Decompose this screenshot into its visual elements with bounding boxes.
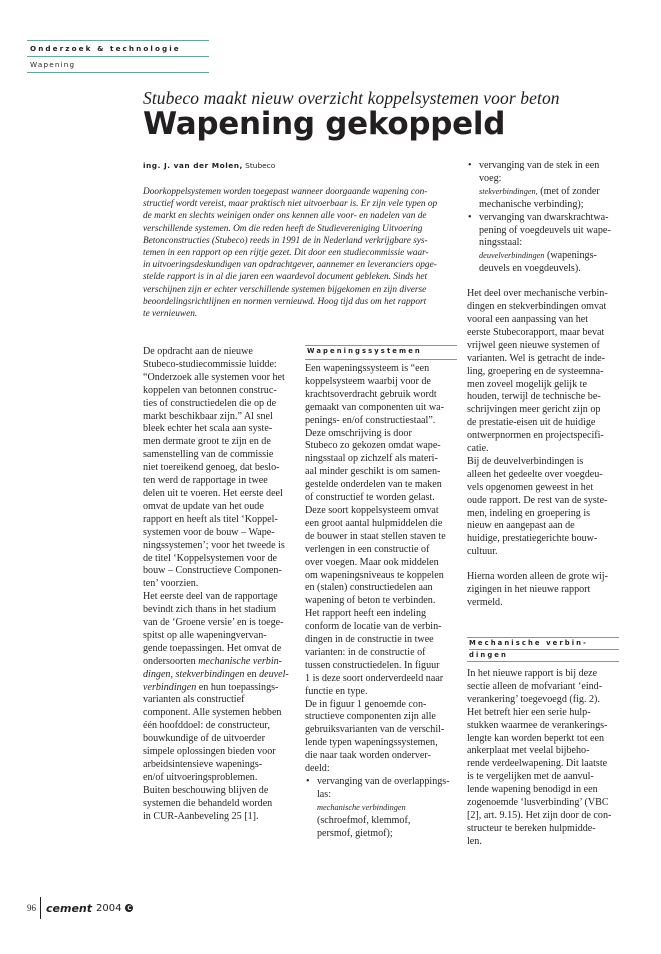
text-line: over voegen. Maar ook middelen: [305, 556, 439, 568]
bullet-line: pening of voegdeuvels uit wape-: [479, 224, 611, 236]
text-line: lende wapening benodigd in een: [467, 784, 598, 796]
magazine-year: 2004: [96, 902, 122, 914]
text-line: of constructief te worden gelast.: [305, 492, 435, 504]
text-line: Een wapeningssysteem is “een: [305, 363, 430, 374]
text-line: Hierna worden alleen de grote wij-: [467, 571, 608, 583]
text-line: koppelen van betonnen construc-: [143, 384, 277, 396]
lead-paragraph: [143, 186, 455, 320]
lead-line: in uitvoeringsdeskundigen van opdrachtgever, aannemer en leveranciers opge-: [143, 260, 437, 271]
text-line: men, indeling en groepering is: [467, 507, 591, 519]
bullet-line: mechanische verbinding);: [479, 198, 584, 210]
text-line: sectie alleen de mofvariant ‘eind-: [467, 680, 603, 692]
text-line: functie en type.: [305, 685, 368, 697]
lead-line: beoordelingsrichtlijnen en normen vernieuwd. Hoog tijd dus om het rapport: [143, 296, 427, 307]
text-line: [2], art. 9.15). Het zijn door de con-: [467, 809, 612, 821]
text-line: rende verdeelwapening. Dit laatste: [467, 758, 608, 770]
text-line: varianten: in de constructie of: [305, 646, 426, 658]
column-2: [305, 363, 457, 841]
bullet-term: deuvelverbindingen: [479, 251, 545, 261]
text-line: een groot aantal hulpmiddelen die: [305, 517, 443, 529]
text-line: rapport en heeft als titel ‘Koppel-: [143, 513, 278, 525]
text-line: zogenoemde ‘lusverbinding’ (VBC: [467, 797, 609, 809]
bullet-term: mechanische verbindingen: [317, 802, 406, 812]
box3-line-1: Mechanische verbin-: [469, 639, 589, 647]
byline-author: ing. J. van der Molen,: [143, 161, 243, 170]
text-line: markt beschikbaar zijn.” Al snel: [143, 410, 273, 422]
text-line: ten werd de rapportage in twee: [143, 475, 268, 487]
text-line: ondersoorten mechanische verbin-: [143, 655, 283, 667]
footer-divider: [40, 897, 41, 919]
bullet-term: stekverbindingen,: [479, 186, 538, 196]
text-line: de bouwer in staat stellen staven te: [305, 530, 446, 542]
page-number: 96: [27, 903, 36, 913]
text-line: zigingen in het nieuwe rapport: [467, 584, 591, 596]
bullet-item: [467, 160, 619, 212]
bullet-term-tail: (met of zonder: [537, 185, 600, 197]
text-line: de titel ‘Koppelsystemen voor de: [143, 552, 277, 564]
text-line: om wapeningsniveaus te koppelen: [305, 569, 444, 581]
text-line: verankering’ toegevoegd (fig. 2).: [467, 693, 600, 705]
text-line: Het eerste deel van de rapportage: [143, 591, 278, 603]
text-line: omvat de update van het oude: [143, 500, 264, 512]
text-line: wapening of beton te verbinden.: [305, 595, 436, 607]
text-line: en (stalen) constructiedelen aan: [305, 582, 433, 594]
text-line: één hoofddoel: de constructeur,: [143, 720, 270, 732]
text-line: gende toepassingen. Het omvat de: [143, 642, 282, 654]
text-line: vermeld.: [467, 597, 503, 608]
text-line: len.: [467, 835, 482, 847]
text-line: dingen en stekverbindingen omvat: [467, 301, 607, 313]
text-line: delen uit te voeren. Het eerste deel: [143, 487, 283, 499]
text-line: varianten. Wel is getracht de inde-: [467, 352, 606, 364]
text-line: samenstelling van de commissie: [143, 449, 274, 461]
lead-line: Betonconstructies (Stubeco) reeds in 1991 de in Nederland verkrijgbare sys-: [143, 235, 428, 246]
text-line: ten’ voorzien.: [143, 578, 199, 590]
text-line: ningssystemen’; voor het tweede is: [143, 539, 285, 551]
text-line: structieve componenten zijn alle: [305, 711, 436, 723]
section-header: [27, 40, 209, 73]
text-line: systemen voor de bouw – Wape-: [143, 526, 275, 538]
text-line: aal minder geschikt is om samen-: [305, 466, 441, 478]
text-line: in CUR-Aanbeveling 25 [1].: [143, 810, 259, 822]
lead-line: stelde rapport is in al die jaren een waardevol document gebleken. Sinds het: [143, 272, 428, 283]
byline-org: Stubeco: [245, 161, 276, 170]
text-line: bouwkundige of de uitvoerder: [143, 733, 265, 745]
text-line: simpele oplossingen bieden voor: [143, 746, 276, 758]
text-line: systemen die behandeld worden: [143, 797, 273, 809]
sidebar-heading-mechanische-verbindingen: [467, 637, 619, 662]
text-line: vrijwel geen nieuwe systemen of: [467, 339, 600, 351]
bullet-icon: •: [468, 160, 472, 171]
text-line: men dermate groot te zijn en de: [143, 436, 271, 448]
bullet-line: ningsstaal:: [479, 237, 523, 249]
bullet-line: [479, 250, 619, 263]
text-line: is te vergelijken met de aanvul-: [467, 771, 594, 783]
text-line: De opdracht aan de nieuwe: [143, 346, 253, 357]
header-rule-bottom: [27, 72, 209, 73]
bullet-line: vervanging van dwarskrachtwa-: [479, 211, 609, 223]
lead-line: verschijnen zijn er echter verschillende systemen bijgekomen en zijn diverse: [143, 284, 427, 295]
text-line: deeld:: [305, 763, 330, 775]
text-line: oude rapport. De rest van de syste-: [467, 494, 608, 506]
text-line: Het deel over mechanische verbin-: [467, 288, 608, 300]
text-line: cultuur.: [467, 546, 498, 558]
text-line: dingen in de constructie in twee: [305, 634, 434, 646]
text-line: Stubeco zo gekozen omdat wape-: [305, 440, 441, 452]
bullet-line: [479, 186, 619, 199]
text-line: Het betreft hier een serie hulp-: [467, 706, 591, 718]
bullet-line: (schroefmof, klemmof,: [317, 814, 411, 826]
text-line: vooral een aanpassing van het: [467, 313, 589, 325]
text-line: catie.: [467, 443, 489, 455]
bullet-icon: •: [468, 211, 472, 223]
text-line: component. Alle systemen hebben: [143, 707, 282, 719]
bullet-line: persmof, gietmof);: [317, 827, 393, 839]
text-line: van de ‘Groene versie’ en is toege-: [143, 617, 284, 629]
text-line: bevindt zich thans in het stadium: [143, 604, 277, 616]
lead-line: te vernieuwen.: [143, 309, 198, 320]
bullet-line: voeg:: [479, 172, 502, 184]
sidebar-heading-wapeningssystemen: Wapeningssystemen: [305, 345, 457, 360]
text-line: structeur te bereken hulpmidde-: [467, 822, 596, 834]
text-line: stukken waarmee de verankerings-: [467, 719, 608, 731]
text-line: lende typen wapeningssystemen,: [305, 737, 438, 749]
box3-line-2: dingen: [469, 649, 619, 661]
text-line: alleen het gedeelte over voegdeu-: [467, 468, 603, 480]
text-line: bouw – Constructieve Componen-: [143, 565, 282, 577]
bullet-term-tail: (wapenings-: [544, 250, 597, 262]
text-line: verlengen in een constructie of: [305, 543, 430, 555]
bullet-icon: •: [306, 776, 310, 787]
text-line: huidige, prestatiegerichte bouw-: [467, 533, 598, 545]
text-line: verbindingen en hun toepassings-: [143, 681, 279, 693]
text-line: ningsstaal op zichzelf als materi-: [305, 453, 438, 465]
text-line: gemaakt van componenten uit wa-: [305, 401, 445, 413]
article-title: Wapening gekoppeld: [143, 106, 506, 142]
text-line: “Onderzoek alle systemen voor het: [143, 371, 285, 383]
text-line: Stubeco-studiecommissie luidde:: [143, 358, 277, 370]
text-line: niet toereikend genoeg, dat beslo-: [143, 462, 280, 474]
text-line: tussen constructiedelen. In figuur: [305, 659, 440, 671]
lead-line: de markt en slechts weinigen onder ons kennen alle voor- en nadelen van de: [143, 211, 427, 222]
column-3-section: [467, 668, 619, 849]
text-line: lengte kan worden beperkt tot een: [467, 732, 605, 744]
lead-line: verschillende systemen. Om die reden heeft de Studievereniging Uitvoering: [143, 223, 423, 234]
bullet-line: deuvels en voegdeuvels).: [479, 263, 581, 275]
text-line: arbeidsintensieve wapenings-: [143, 759, 263, 770]
article-kicker: Stubeco maakt nieuw overzicht koppelsystemen voor beton: [143, 88, 560, 108]
bullet-line: las:: [317, 788, 332, 800]
text-line: Bij de deuvelverbindingen is: [467, 455, 584, 467]
text-line: schrijvingen meer gericht zijn op: [467, 404, 601, 416]
lead-line: temen in een rapport op een rijtje gezet. Dit door een studiecommissie waar-: [143, 248, 429, 259]
text-line: conform de locatie van de verbin-: [305, 621, 442, 633]
text-line: ling, groepering en de systeemna-: [467, 365, 604, 377]
text-line: bleek echter het scala aan syste-: [143, 423, 273, 435]
text-line: en/of uitvoeringsproblemen.: [143, 771, 258, 783]
text-line: Deze soort koppelsysteem omvat: [305, 504, 439, 516]
text-line: nieuw en aangepast aan de: [467, 520, 575, 532]
text-line: Deze omschrijving is door: [305, 427, 412, 439]
bullet-item: [467, 212, 619, 277]
text-line: De in figuur 1 genoemde con-: [305, 698, 427, 710]
text-line: krachtsoverdracht gebruik wordt: [305, 388, 437, 400]
text-line: 1 is deze soort onderverdeeld naar: [305, 672, 444, 684]
magazine-logo-icon: C: [127, 904, 132, 912]
text-line: men zoveel mogelijk gelijk te: [467, 378, 587, 390]
text-line: dingen, stekverbindingen en deuvel-: [143, 668, 289, 680]
text-line: ontwerpnormen en projectspecifi-: [467, 430, 604, 442]
text-line: ties of constructiedelen die op de: [143, 397, 277, 409]
byline: [143, 161, 275, 170]
text-line: gebruiksvarianten van de verschil-: [305, 724, 445, 736]
lead-line: Doorkoppelsystemen worden toegepast wanneer doorgaande wapening con-: [143, 187, 428, 197]
lead-line: structief wordt vereist, maar praktisch niet uitvoerbaar is. Er zijn vele typen op: [143, 199, 438, 210]
subsection-label: Wapening: [30, 60, 76, 69]
column-1: [143, 346, 288, 824]
bullet-line: vervanging van de overlappings-: [317, 776, 450, 787]
text-line: ankerplaat met veelal bijbeho-: [467, 745, 590, 757]
text-line: varianten als constructief: [143, 694, 245, 706]
text-line: Buiten beschouwing blijven de: [143, 784, 269, 796]
magazine-name: cement: [46, 901, 92, 915]
text-line: penings- en/of constructiestaal”.: [305, 414, 436, 426]
text-line: vels opgenomen geweest in het: [467, 481, 594, 493]
text-line: die naar taak worden onderver-: [305, 750, 431, 762]
text-line: In het nieuwe rapport is bij deze: [467, 668, 598, 679]
bullet-line: vervanging van de stek in een: [479, 160, 600, 171]
column-3: [467, 160, 619, 610]
text-line: eerste Stubecorapport, maar bevat: [467, 326, 605, 338]
text-line: Het rapport heeft een indeling: [305, 608, 427, 620]
text-line: de prestatie-eisen uit de huidige: [467, 417, 596, 429]
section-label: Onderzoek & technologie: [30, 44, 181, 53]
text-line: houden, terwijl de technische be-: [467, 391, 601, 403]
text-line: gestelde onderdelen van te maken: [305, 479, 442, 491]
page-footer: [27, 898, 133, 918]
bullet-item: [305, 776, 457, 841]
text-line: spitst op alle wapeningvervan-: [143, 629, 267, 641]
text-line: koppelsysteem waarbij voor de: [305, 375, 431, 387]
